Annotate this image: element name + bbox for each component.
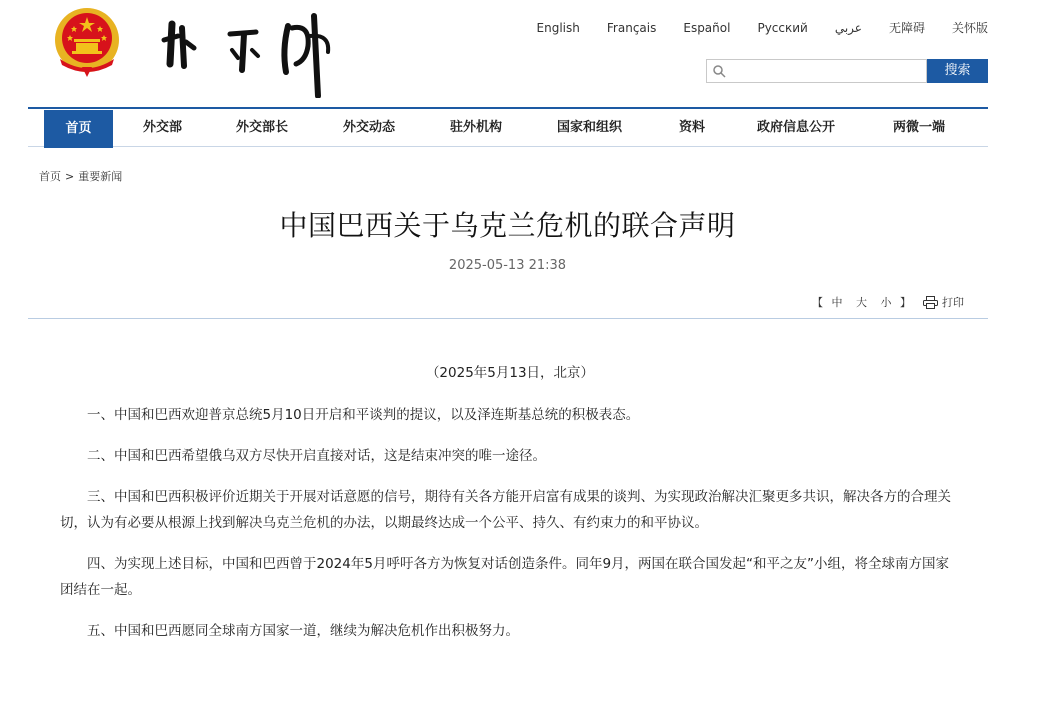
site-calligraphy-logo xyxy=(160,6,340,98)
font-size-controls xyxy=(812,294,911,310)
search-button[interactable]: 搜索 xyxy=(927,59,988,83)
lang-russian-link[interactable]: Русский xyxy=(757,21,808,35)
article-paragraph: 二、中国和巴西希望俄乌双方尽快开启直接对话，这是结束冲突的唯一途径。 xyxy=(87,448,546,464)
lang-french-link[interactable]: Français xyxy=(606,21,657,35)
nav-item-minister[interactable]: 外交部长 xyxy=(236,120,289,135)
language-bar xyxy=(537,20,988,36)
nav-item-diplomatic-news[interactable]: 外交动态 xyxy=(343,120,396,135)
article-paragraph: 四、为实现上述目标，中国和巴西曾于2024年5月呼吁各方为恢复对话创造条件。同年9月，两国在联合国发起“和平之友”小组，将全球南方国家团结在一起。 xyxy=(60,556,950,598)
bracket-open: 【 xyxy=(812,296,823,309)
breadcrumb-separator: > xyxy=(65,170,75,183)
lang-arabic-link[interactable]: عربي xyxy=(834,21,862,35)
breadcrumb xyxy=(39,168,122,184)
article-date: 2025-05-13 21:38 xyxy=(448,258,567,273)
article-dateline: （2025年5月13日，北京） xyxy=(425,365,595,381)
nav-item-two-micro-one-end[interactable]: 两微一端 xyxy=(893,120,946,135)
bracket-close: 】 xyxy=(900,296,911,309)
accessibility-link[interactable]: 无障碍 xyxy=(888,21,925,35)
font-size-large-button[interactable]: 中 xyxy=(831,296,843,309)
font-size-medium-button[interactable]: 大 xyxy=(856,296,867,309)
nav-item-ministry[interactable]: 外交部 xyxy=(143,120,183,135)
print-label: 打印 xyxy=(942,296,964,309)
lang-english-link[interactable]: English xyxy=(536,21,580,35)
article-paragraph: 三、中国和巴西积极评价近期关于开展对话意愿的信号，期待有关各方能开启富有成果的谈判、为实现政治解决汇聚更多共识，解决各方的合理关切，认为有必要从根源上找到解决乌克兰危机的办法，以期最终达成一个公平、持久、有约束力的和平协议。 xyxy=(60,489,951,531)
print-button[interactable] xyxy=(923,294,964,310)
font-size-small-button[interactable]: 小 xyxy=(880,296,892,309)
nav-item-countries-organizations[interactable]: 国家和组织 xyxy=(557,120,623,135)
national-emblem-icon xyxy=(52,7,122,79)
breadcrumb-home-link[interactable]: 首页 xyxy=(39,170,61,183)
search-input[interactable] xyxy=(729,62,924,80)
printer-icon xyxy=(923,296,938,309)
divider xyxy=(28,318,988,319)
search-box xyxy=(706,59,927,83)
lang-spanish-link[interactable]: Español xyxy=(683,21,731,35)
main-nav xyxy=(28,107,988,147)
article-title: 中国巴西关于乌克兰危机的联合声明 xyxy=(279,209,736,242)
nav-item-resources[interactable]: 资料 xyxy=(679,120,706,135)
article-paragraph: 一、中国和巴西欢迎普京总统5月10日开启和平谈判的提议，以及泽连斯基总统的积极表态。 xyxy=(87,407,640,423)
nav-item-missions-abroad[interactable]: 驻外机构 xyxy=(450,120,503,135)
nav-item-home[interactable]: 首页 xyxy=(44,110,113,148)
nav-item-government-info[interactable]: 政府信息公开 xyxy=(757,120,836,135)
breadcrumb-current-link[interactable]: 重要新闻 xyxy=(78,170,123,183)
search-icon xyxy=(712,64,726,78)
article-body xyxy=(60,360,960,659)
article-paragraph: 五、中国和巴西愿同全球南方国家一道，继续为解决危机作出积极努力。 xyxy=(87,623,519,639)
care-version-link[interactable]: 关怀版 xyxy=(951,21,988,35)
